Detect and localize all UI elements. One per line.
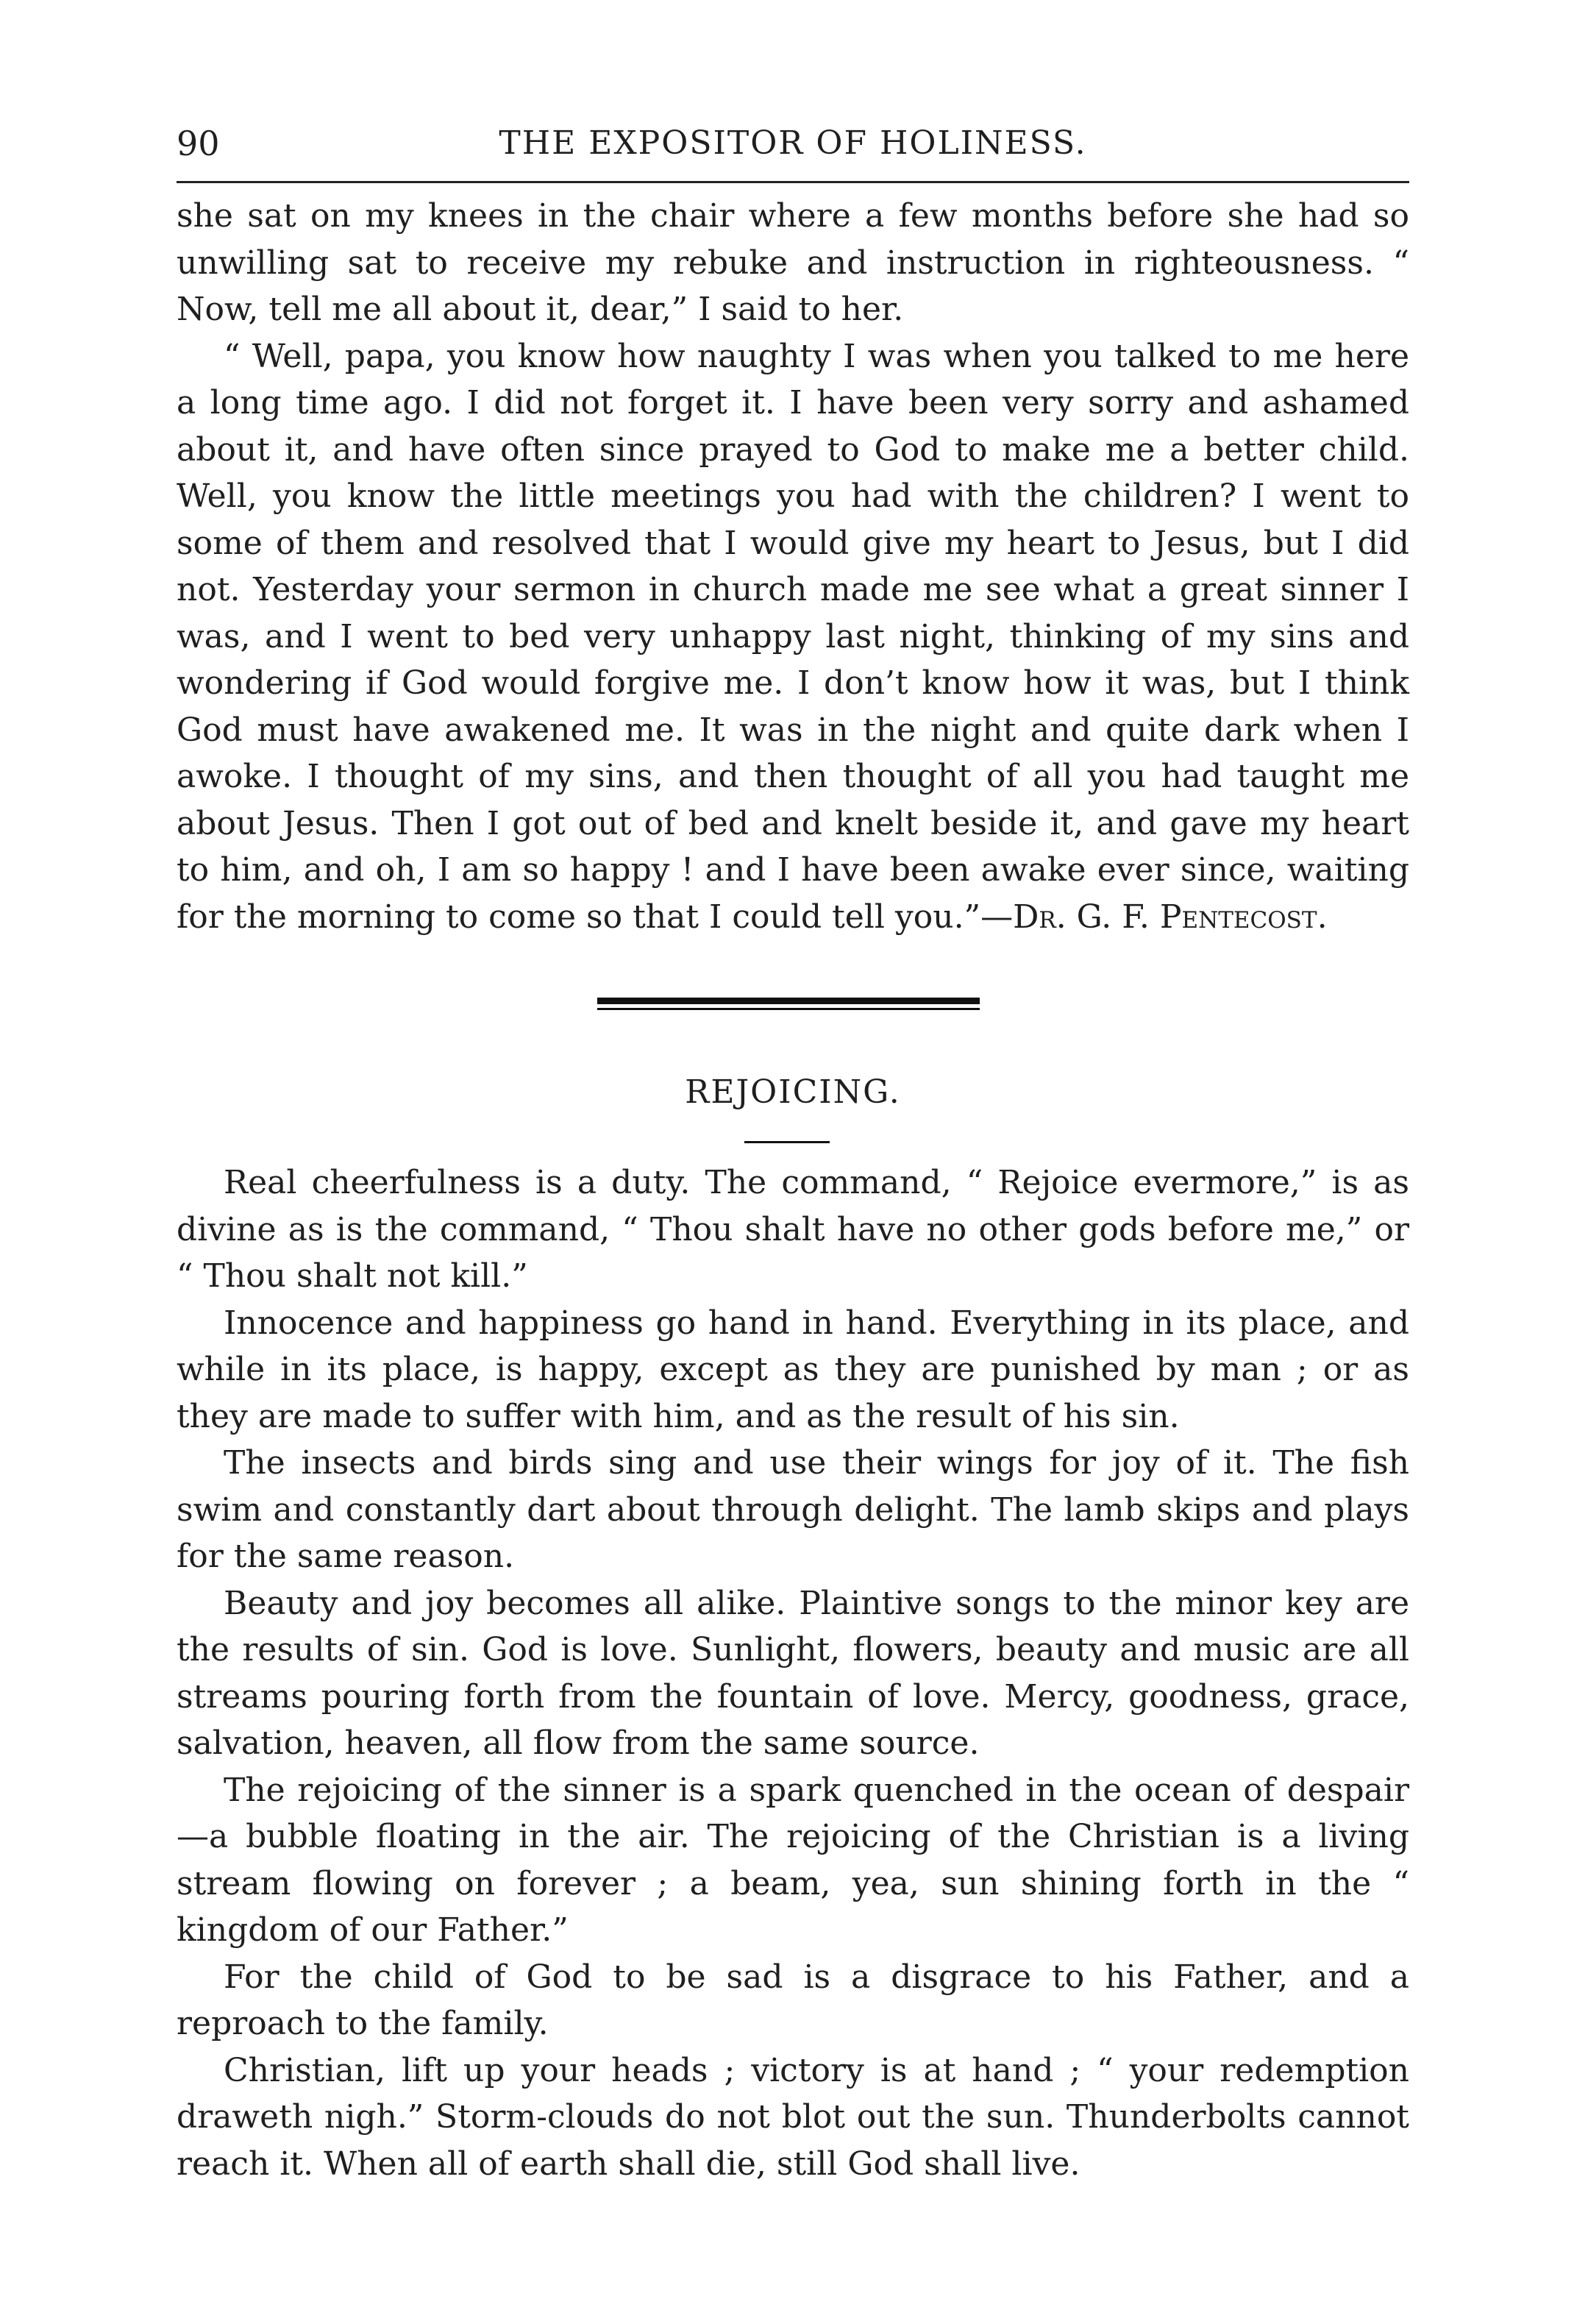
story-author: Dr. G. F. Pentecost.: [1013, 898, 1328, 936]
page-header: [177, 118, 1409, 169]
rejoicing-article: [177, 1159, 1409, 2187]
story-quote-text: “ Well, papa, you know how naughty I was when you talked to me here a long time ago. I did not forget it. I have been very sorry and ashamed about it, and have often since prayed to God to make me a better child. Well, you know the little meetings you had with the children? I went to some of them and resolved that I would give my heart to Jesus, but I did not. Yesterday your sermon in church made me see what a great sinner I was, and I went to bed very unhappy last night, thinking of my sins and wondering if God would forgive me. I don’t know how it was, but I think God must have awakened me. It was in the night and quite dark when I awoke. I thought of my sins, and then thought of all you had taught me about Jesus. Then I got out of bed and knelt beside it, and gave my heart to him, and oh, I am so happy ! and I have been awake ever since, waiting for the morning to come so that I could tell you.”—: [177, 337, 1409, 936]
article-paragraph: Christian, lift up your heads ; victory is at hand ; “ your redemption draweth nigh.” Storm-clouds do not blot out the sun. Thunderbolts cannot reach it. When all of earth shall die, still God shall live.: [177, 2051, 1409, 2183]
story-paragraph-quote: [177, 333, 1409, 941]
article-paragraph: The insects and birds sing and use their wings for joy of it. The fish swim and constantly dart about through delight. The lamb skips and plays for the same reason.: [177, 1444, 1409, 1575]
title-underline: [744, 1141, 830, 1143]
article-paragraph: Innocence and happiness go hand in hand. Everything in its place, and while in its place, is happy, except as they are punished by man ; or as they are made to suffer with him, and as the result of his sin.: [177, 1304, 1409, 1435]
story-paragraph: she sat on my knees in the chair where a few months before she had so unwilling sat to receive my rebuke and instruction in righteousness. “ Now, tell me all about it, dear,” I said to her.: [177, 197, 1409, 328]
header-rule: [177, 181, 1409, 183]
story-continuation: [177, 193, 1409, 940]
article-paragraph: Beauty and joy becomes all alike. Plaintive songs to the minor key are the results of sin. God is love. Sunlight, flowers, beauty and music are all streams pouring forth from the fountain of love. Mercy, goodness, grace, salvation, heaven, all flow from the same source.: [177, 1584, 1409, 1762]
section-title: REJOICING.: [685, 1073, 901, 1111]
article-paragraph: For the child of God to be sad is a disgrace to his Father, and a reproach to the family.: [177, 1958, 1409, 2042]
page-number: 90: [177, 124, 220, 163]
article-paragraph: Real cheerfulness is a duty. The command, “ Rejoice evermore,” is as divine as is the command, “ Thou shalt have no other gods before me,” or “ Thou shalt not kill.”: [177, 1164, 1409, 1295]
section-divider: [597, 998, 980, 1010]
article-paragraph: The rejoicing of the sinner is a spark quenched in the ocean of despair—a bubble floating in the air. The rejoicing of the Christian is a living stream flowing on forever ; a beam, yea, sun shining forth in the “ kingdom of our Father.”: [177, 1771, 1409, 1949]
running-title: THE EXPOSITOR OF HOLINESS.: [499, 124, 1087, 162]
